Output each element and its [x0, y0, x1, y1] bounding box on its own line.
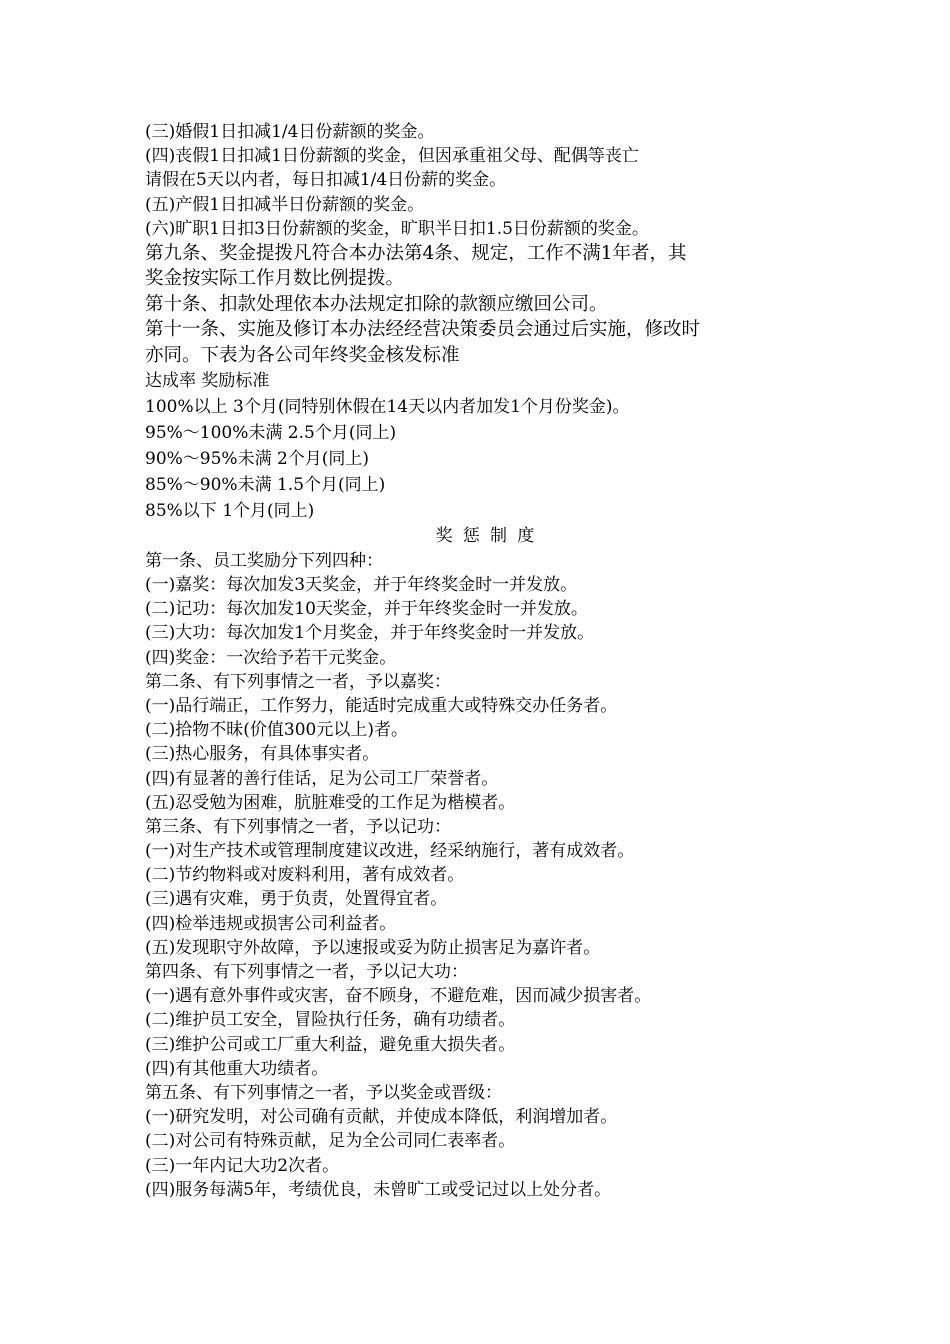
text-line: (三)维护公司或工厂重大利益，避免重大损失者。: [145, 1034, 516, 1055]
text-line: (五)发现职守外故障，予以速报或妥为防止损害足为嘉许者。: [145, 937, 601, 958]
text-line: 第九条、奖金提拨凡符合本办法第4条、规定，工作不满1年者，其: [145, 242, 687, 264]
text-line: 亦同。下表为各公司年终奖金核发标准: [145, 344, 460, 366]
bonus-articles: [145, 241, 815, 369]
text-line: (一)品行端正，工作努力，能适时完成重大或特殊交办任务者。: [145, 695, 618, 716]
text-line: 第五条、有下列事情之一者，予以奖金或晋级：: [145, 1082, 502, 1103]
text-line: (二)拾物不昧(价值300元以上)者。: [145, 720, 408, 741]
text-line: (一)嘉奖：每次加发3天奖金，并于年终奖金时一并发放。: [145, 575, 578, 596]
table-row: 100%以上 3个月(同特别休假在14天以内者加发1个月份奖金)。: [145, 397, 630, 418]
text-line: 请假在5天以内者，每日扣减1/4日份薪的奖金。: [145, 170, 507, 191]
text-line: (三)大功：每次加发1个月奖金，并于年终奖金时一并发放。: [145, 623, 595, 644]
text-line: 第一条、员工奖励分下列四种：: [145, 550, 383, 571]
text-line: (一)研究发明，对公司确有贡献，并使成本降低，利润增加者。: [145, 1107, 618, 1128]
section-title: 奖惩制度: [435, 526, 545, 547]
text-line: 第十一条、实施及修订本办法经经营决策委员会通过后实施，修改时: [145, 319, 701, 341]
text-line: (四)检举违规或损害公司利益者。: [145, 913, 397, 934]
table-row: 85%以下 1个月(同上): [145, 501, 315, 522]
text-line: (三)遇有灾难，勇于负责，处置得宜者。: [145, 889, 448, 910]
table-row: 85%～90%未满 1.5个月(同上): [145, 475, 386, 496]
text-line: 第四条、有下列事情之一者，予以记大功：: [145, 962, 468, 983]
year-end-bonus-table: [145, 368, 815, 524]
text-line: (四)有显著的善行佳话，足为公司工厂荣誉者。: [145, 768, 499, 789]
text-line: (一)对生产技术或管理制度建议改进，经采纳施行，著有成效者。: [145, 841, 635, 862]
text-line: (五)忍受勉为困难，肮脏难受的工作足为楷模者。: [145, 792, 516, 813]
text-line: (二)维护员工安全，冒险执行任务，确有功绩者。: [145, 1010, 516, 1031]
text-line: (二)对公司有特殊贡献，足为全公司同仁表率者。: [145, 1131, 516, 1152]
text-line: (三)婚假1日扣减1/4日份薪额的奖金。: [145, 122, 435, 142]
text-line: (三)一年内记大功2次者。: [145, 1155, 340, 1176]
text-line: 奖金按实际工作月数比例提拨。: [145, 268, 405, 290]
text-line: (四)有其他重大功绩者。: [145, 1058, 329, 1079]
text-line: (五)产假1日扣减半日份薪额的奖金。: [145, 194, 425, 215]
text-line: (四)丧假1日扣减1日份薪额的奖金，但因承重祖父母、配偶等丧亡: [145, 146, 639, 167]
reward-articles: [145, 549, 815, 1202]
text-line: 第三条、有下列事情之一者，予以记功：: [145, 816, 451, 837]
text-line: 第十条、扣款处理依本办法规定扣除的款额应缴回公司。: [145, 293, 608, 315]
text-line: (一)遇有意外事件或灾害，奋不顾身，不避危难，因而减少损害者。: [145, 986, 652, 1007]
table-row: 90%～95%未满 2个月(同上): [145, 449, 370, 470]
text-line: (二)节约物料或对废料利用，著有成效者。: [145, 865, 465, 886]
text-line: (三)热心服务，有具体事实者。: [145, 744, 380, 765]
table-header: 达成率 奖励标准: [145, 371, 270, 392]
table-row: 95%～100%未满 2.5个月(同上): [145, 423, 397, 444]
text-line: (四)奖金：一次给予若干元奖金。: [145, 647, 397, 668]
document-body: [145, 120, 815, 1202]
text-line: (四)服务每满5年，考绩优良，未曾旷工或受记过以上处分者。: [145, 1179, 612, 1200]
text-line: (二)记功：每次加发10天奖金，并于年终奖金时一并发放。: [145, 599, 588, 620]
text-line: (六)旷职1日扣3日份薪额的奖金，旷职半日扣1.5日份薪额的奖金。: [145, 218, 649, 239]
text-line: 第二条、有下列事情之一者，予以嘉奖：: [145, 671, 451, 692]
leave-deduction-clauses: [145, 120, 815, 241]
